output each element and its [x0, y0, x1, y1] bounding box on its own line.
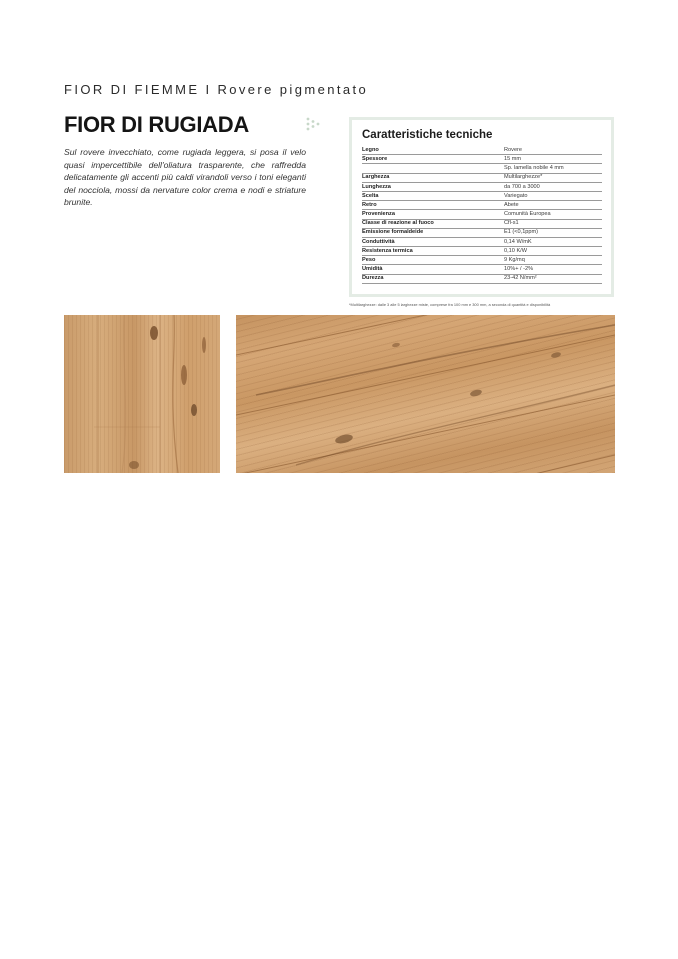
dots-arrow-icon [306, 117, 324, 131]
spec-row [362, 155, 602, 164]
spec-label: Emissione formaldeide [362, 228, 504, 237]
spec-label: Conduttività [362, 237, 504, 246]
spec-value: Variegato [504, 191, 602, 200]
spec-label [362, 164, 504, 173]
spec-label: Lunghezza [362, 182, 504, 191]
spec-row [362, 146, 602, 155]
spec-value: Rovere [504, 146, 602, 155]
spec-row [362, 256, 602, 265]
spec-value: Sp. lamella nobile 4 mm [504, 164, 602, 173]
spec-label: Spessore [362, 155, 504, 164]
spec-label: Larghezza [362, 173, 504, 182]
spec-label: Legno [362, 146, 504, 155]
spec-value: Cfl-s1 [504, 219, 602, 228]
spec-row [362, 265, 602, 274]
spec-value: 0,14 W/mK [504, 237, 602, 246]
spec-row [362, 182, 602, 191]
spec-row [362, 201, 602, 210]
wood-sample-closeup-image [64, 315, 220, 473]
spec-value: 23-42 N/mm² [504, 274, 602, 283]
spec-value: 9 Kg/mq [504, 256, 602, 265]
spec-value: 10%+ / -2% [504, 265, 602, 274]
spec-value: E1 (<0,1ppm) [504, 228, 602, 237]
spec-row [362, 237, 602, 246]
specs-panel [349, 117, 614, 297]
spec-label: Scelta [362, 191, 504, 200]
finish-name: Rovere pigmentato [217, 82, 369, 97]
spec-value: 15 mm [504, 155, 602, 164]
spec-label: Retro [362, 201, 504, 210]
spec-row [362, 173, 602, 182]
spec-row [362, 274, 602, 283]
wood-grain-closeup [64, 315, 220, 473]
spec-row [362, 228, 602, 237]
collection-name: FIOR DI FIEMME [64, 82, 200, 97]
specs-table [362, 146, 602, 284]
spec-row [362, 191, 602, 200]
header-separator: I [205, 82, 212, 97]
spec-label: Classe di reazione al fuoco [362, 219, 504, 228]
product-title: FIOR DI RUGIADA [64, 112, 249, 137]
spec-value: Multilarghezze* [504, 173, 602, 182]
spec-value: 0,10 K/W [504, 247, 602, 256]
spec-value: da 700 a 3000 [504, 182, 602, 191]
spec-label: Provenienza [362, 210, 504, 219]
product-description: Sul rovere invecchiato, come rugiada leggera, si posa il velo quasi impercettibile dell'oliatura trasparente, che raffredda delicatamente gli accenti più caldi virandoli verso i toni eleganti del nocciola, mossi da nervature color crema e nodi e striature brunite. [64, 147, 306, 208]
spec-label: Umidità [362, 265, 504, 274]
spec-row [362, 219, 602, 228]
specs-footnote: *Multilarghezze: dalle 3 alle 5 larghezze miste, comprese fra 100 mm e 300 mm, a seconda di quantità e disponibilità [349, 302, 551, 307]
spec-label: Resistenza termica [362, 247, 504, 256]
wood-floor-photo [236, 315, 615, 473]
spec-row [362, 210, 602, 219]
specs-title: Caratteristiche tecniche [362, 129, 493, 141]
specs-panel-inner [352, 120, 611, 294]
spec-value: Abete [504, 201, 602, 210]
spec-row [362, 164, 602, 173]
spec-value: Comunità Europea [504, 210, 602, 219]
spec-label: Peso [362, 256, 504, 265]
spec-label: Durezza [362, 274, 504, 283]
spec-row [362, 247, 602, 256]
collection-header [64, 82, 368, 97]
wood-floor-grain [236, 315, 615, 473]
